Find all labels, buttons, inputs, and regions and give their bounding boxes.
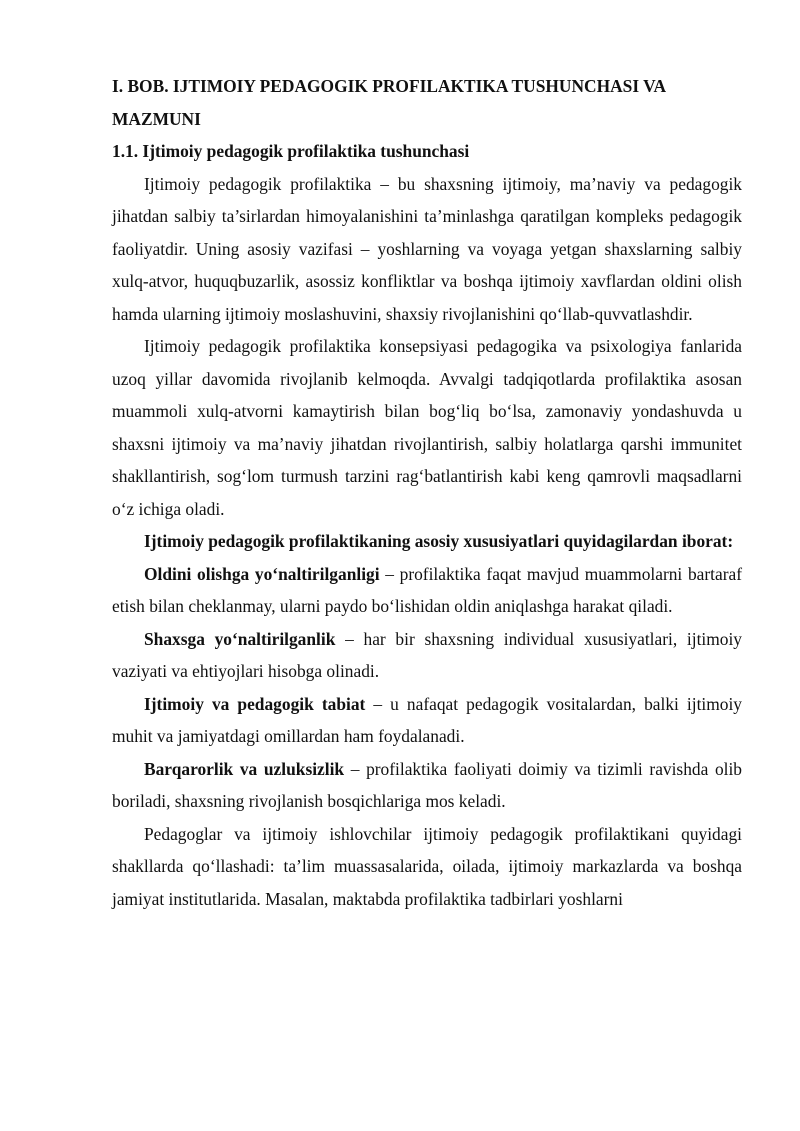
paragraph-application: Pedagoglar va ijtimoiy ishlovchilar ijtimoiy pedagogik profilaktikani quyidagi shakllarda qo‘llashadi: ta’lim muassasalarida, oilada, ijtimoiy markazlarda va boshqa jamiyat institutlarida. Masalan, maktabda profilaktika tadbirlari yoshlarni — [112, 823, 742, 909]
feature-term-social: Ijtimoiy va pedagogik tabiat — [144, 693, 366, 714]
feature-text-social: – u nafaqat pedagogik vositalardan, balki ijtimoiy muhit va jamiyatdagi omillardan ham foydalanadi. — [112, 693, 743, 746]
feature-text-continuity: – profilaktika faoliyati doimiy va tizimli ravishda olib boriladi, shaxsning rivojlanish bosqichlariga mos keladi. — [112, 758, 742, 811]
feature-term-personal: Shaxsga yo‘naltirilganlik — [144, 628, 336, 649]
feature-item-personal — [112, 623, 742, 688]
chapter-title: I. BOB. IJTIMOIY PEDAGOGIK PROFILAKTIKA TUSHUNCHASI VA MAZMUNI — [112, 76, 666, 129]
paragraph-features-intro — [112, 525, 742, 558]
paragraph-definition: Ijtimoiy pedagogik profilaktika – bu shaxsning ijtimoiy, ma’naviy va pedagogik jihatdan salbiy ta’sirlardan himoyalanishini ta’minlashga qaratilgan kompleks pedagogik faoliyatdir. Uning asosiy vazifasi – yoshlarning va voyaga yetgan shaxslarning salbiy xulq-atvor, huquqbuzarlik, asossiz konfliktlar va boshqa ijtimoiy xavflardan oldini olish hamda ularning ijtimoiy moslashuvini, shaxsiy rivojlanishini qo‘llab-quvvatlashdir. — [112, 173, 742, 324]
features-intro-text: Ijtimoiy pedagogik profilaktikaning asosiy xususiyatlari quyidagilardan iborat: — [144, 531, 734, 551]
feature-item-continuity — [112, 753, 742, 818]
feature-item-social — [112, 688, 742, 753]
feature-term-continuity: Barqarorlik va uzluksizlik — [144, 758, 345, 779]
feature-item-prevention — [112, 558, 742, 623]
feature-text-personal: – har bir shaxsning individual xususiyatlari, ijtimoiy vaziyati va ehtiyojlari hisobga olinadi. — [112, 628, 742, 681]
document-page — [112, 70, 742, 915]
section-title: 1.1. Ijtimoiy pedagogik profilaktika tushunchasi — [112, 141, 470, 161]
paragraph-concept: Ijtimoiy pedagogik profilaktika konsepsiyasi pedagogika va psixologiya fanlarida uzoq yillar davomida rivojlanib kelmoqda. Avvalgi tadqiqotlarda profilaktika asosan muammoli xulq-atvorni kamaytirish bilan bog‘liq bo‘lsa, zamonaviy yondashuvda u shaxsni ijtimoiy va ma’naviy jihatdan rivojlantirish, salbiy holatlarga qarshi immunitet shakllantirish, sog‘lom turmush tarzini rag‘batlantirish kabi keng qamrovli maqsadlarni o‘z ichiga oladi. — [112, 336, 742, 519]
feature-term-prevention: Oldini olishga yo‘naltirilganligi — [144, 563, 380, 584]
feature-text-prevention: – profilaktika faqat mavjud muammolarni bartaraf etish bilan cheklanmay, ularni paydo bo‘lishidan oldin aniqlashga harakat qiladi. — [112, 563, 742, 616]
